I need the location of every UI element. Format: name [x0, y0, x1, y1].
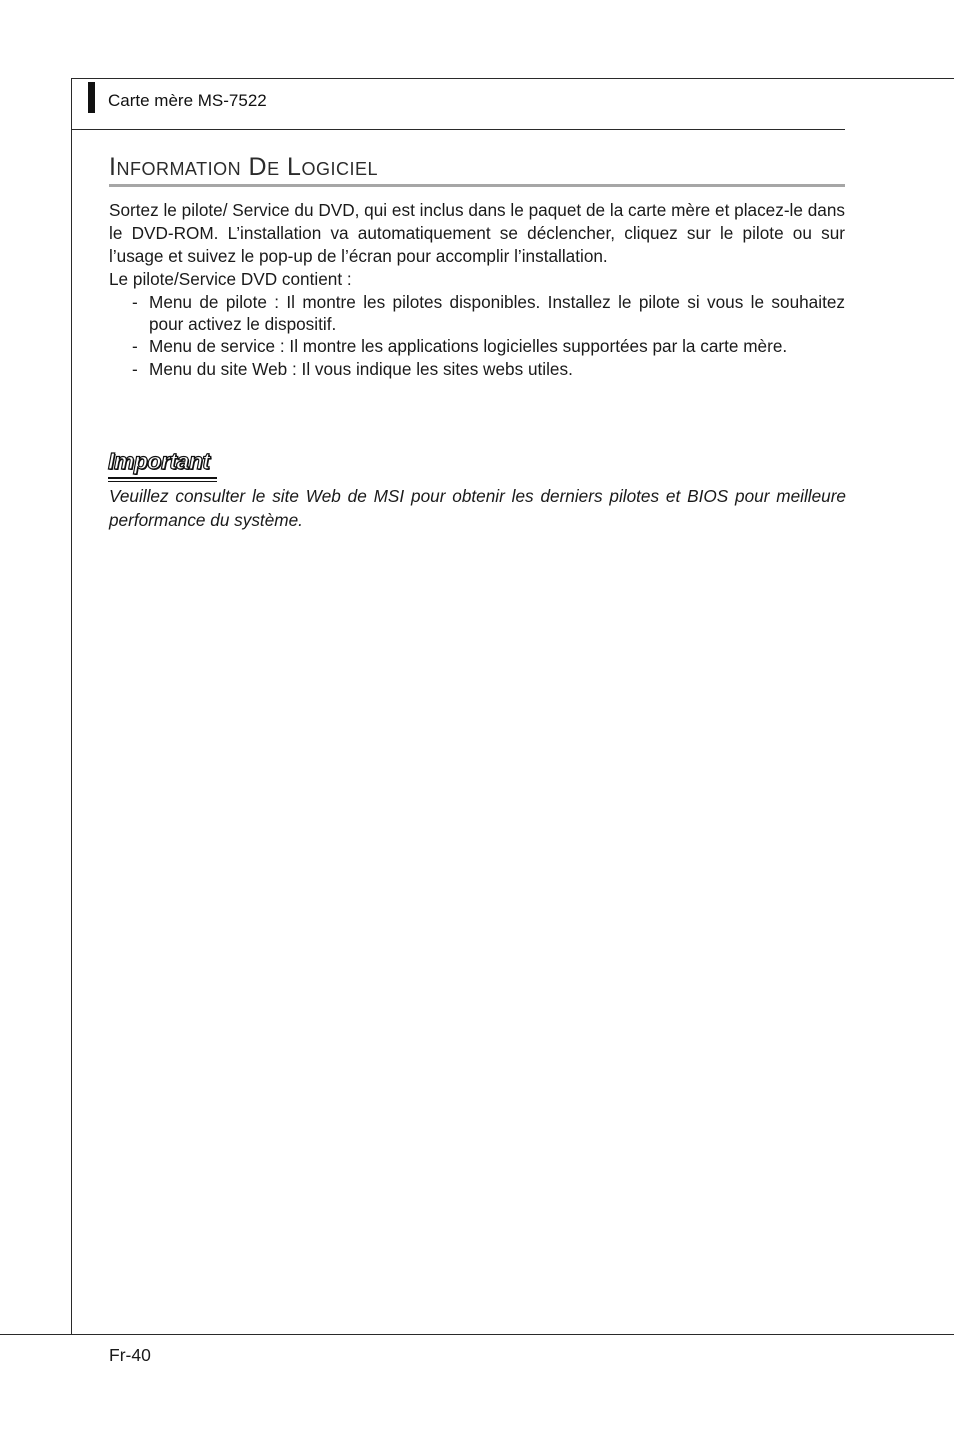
intro-line: Le pilote/Service DVD contient :: [109, 269, 352, 289]
important-note: Veuillez consulter le site Web de MSI pour obtenir les derniers pilotes et BIOS pour meilleure performance du système.: [109, 486, 846, 530]
header-marker-bar: [88, 82, 95, 113]
page-number: Fr-40: [109, 1345, 151, 1365]
list-item-text: Menu de service : Il montre les applications logicielles supportées par la carte mère.: [149, 336, 788, 356]
important-underline-secondary: [108, 481, 217, 482]
list-item-text: Menu de pilote : Il montre les pilotes disponibles. Installez le pilote si vous le souhaitez pour activez le dispositif.: [149, 292, 845, 334]
section-title-underline: [109, 184, 845, 187]
important-underline: [108, 477, 217, 479]
frame-bottom-rule: [0, 1334, 954, 1335]
bullet-dash: -: [132, 358, 138, 379]
list-item: [109, 359, 845, 381]
running-header: Carte mère MS-7522: [108, 91, 267, 110]
bullet-dash: -: [132, 292, 138, 312]
list-item: [109, 336, 845, 358]
header-bottom-rule: [71, 129, 845, 130]
intro-line: Sortez le pilote/ Service du DVD, qui est inclus dans le paquet de la carte mère et placez-le dans le DVD-ROM. L’installation va automatiquement se déclencher, cliquez sur le pilote ou sur l’usage et suivez le pop-up de l’écran pour accomplir l’installation.: [109, 200, 845, 266]
important-label: Important: [108, 448, 210, 474]
frame-left-rule: [71, 78, 72, 1335]
bullet-dash: -: [132, 336, 138, 356]
dvd-contents-list: [109, 292, 845, 381]
list-item-text: Menu du site Web : Il vous indique les sites webs utiles.: [149, 358, 573, 379]
intro-paragraph: [109, 199, 845, 291]
frame-top-rule: [71, 78, 954, 79]
section-title: Information De Logiciel: [109, 153, 378, 181]
list-item: [109, 292, 845, 335]
